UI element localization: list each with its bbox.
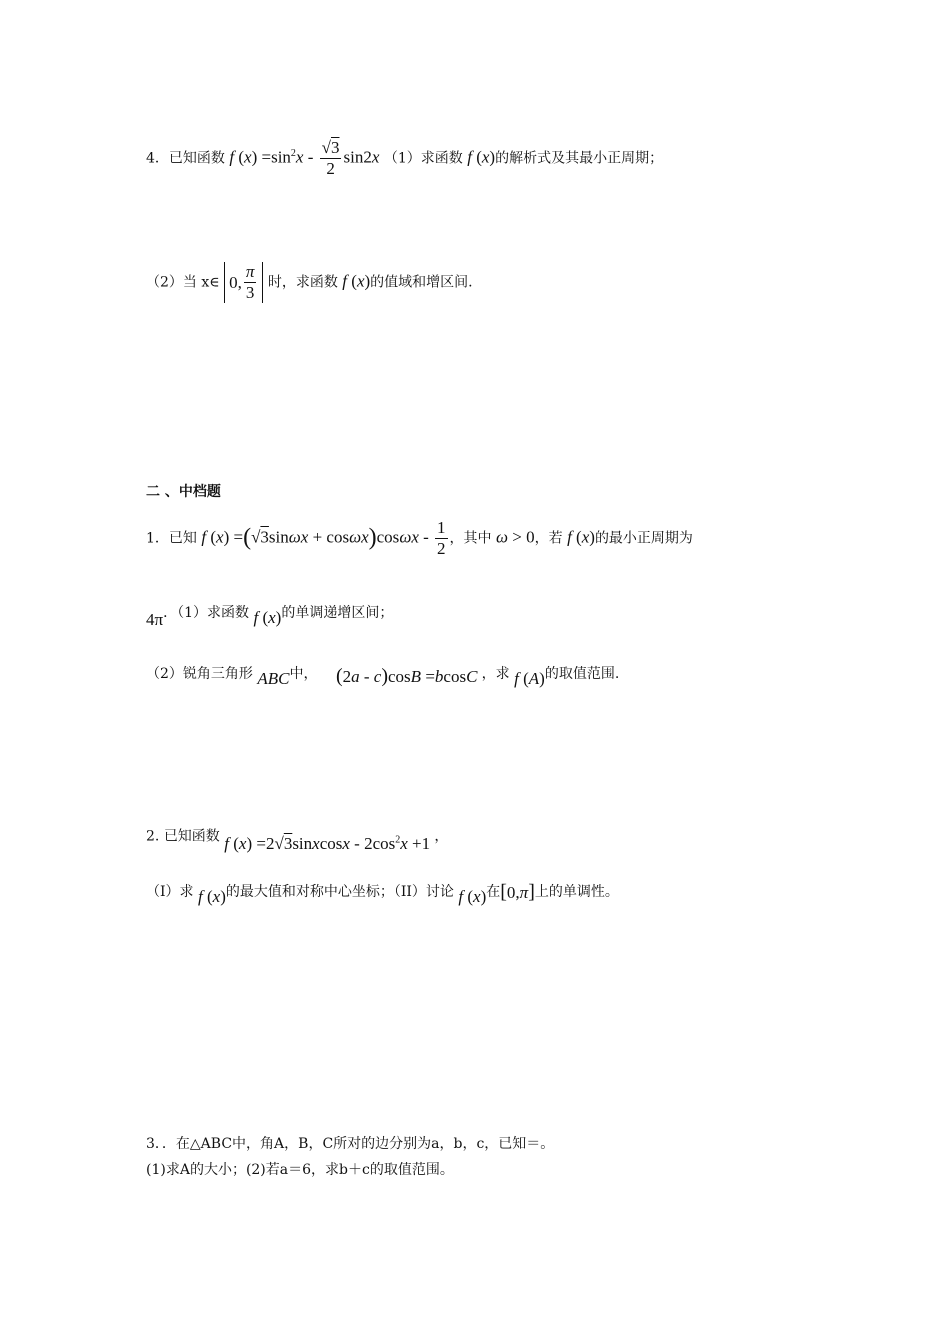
m1-part2-tail: 的取值范围.: [544, 666, 620, 682]
m1-line3: [146, 662, 620, 688]
q4-intro: 已知函数: [168, 150, 225, 167]
m1-part1-tail: 的单调递增区间；: [281, 605, 394, 621]
q4-fx-2: f (x): [342, 271, 371, 291]
section-heading: 二 、中档题: [146, 484, 221, 500]
m1-tail: 的最小正周期为: [594, 530, 693, 547]
m2-part1-tail: 的最大值和对称中心坐标；（II）讨论: [225, 884, 454, 900]
m2-part2-tail: 上的单调性。: [534, 884, 619, 900]
m1-fx-2: f (x): [253, 608, 282, 627]
q4-part1: （1）求函数: [383, 150, 463, 167]
m1-mid: ，其中: [449, 530, 492, 547]
m1-number: 1．: [146, 530, 169, 547]
m1-intro: 已知: [168, 530, 197, 547]
m1-period: 4π: [146, 610, 164, 629]
m1-part2: （2）锐角三角形: [146, 666, 253, 682]
m2-fx-2: f (x): [458, 887, 487, 906]
m2-tail: ，: [434, 828, 449, 845]
m1-mid2: ，若: [534, 530, 563, 547]
m2-interval: [0,π]: [500, 881, 535, 903]
m1-formula: f (x) =(√3sinωx + cosωx)cosωx - $\frac{1}{2}$: [201, 518, 446, 558]
m3-line2: (1)求A的大小；(2)若a＝6，求b＋c的取值范围。: [146, 1162, 454, 1178]
m1-condition: (2a - c)cosB =bcosC: [335, 665, 478, 687]
q4-number: 4．: [146, 150, 169, 167]
m2-intro: 已知函数: [163, 828, 220, 845]
m2-line2: [146, 880, 619, 906]
m2-part1: （I）求: [146, 884, 194, 900]
m1-fA: f (A): [514, 669, 545, 688]
q4-fx-1: f (x): [467, 147, 496, 167]
m1-line2: [146, 602, 394, 629]
m1-part2-mid2: ，求: [481, 666, 510, 682]
q4-part1-tail: 的解析式及其最小正周期；: [495, 150, 664, 167]
q4-part2-tail: 的值域和增区间.: [370, 274, 473, 291]
q4-part2-x: x∈: [201, 274, 220, 291]
m2-number: 2.: [146, 828, 160, 845]
m2-part2-mid: 在: [486, 884, 501, 900]
m1-omega: ω > 0: [496, 527, 535, 547]
m1-fx-1: f (x): [567, 527, 595, 547]
m2-formula: f (x) =2√3sinxcosx - $2\cos^2x +1$: [224, 833, 435, 853]
m1-line1: [146, 518, 693, 559]
m1-part1: ．（1）求函数: [163, 605, 250, 621]
m2-fx-1: f (x): [197, 887, 226, 906]
q4-interval: 0, $\frac{\pi}{3}$: [224, 262, 263, 303]
q4-part2-mid: 时，求函数: [267, 274, 338, 291]
m1-abc: ABC: [257, 669, 290, 688]
q4-part2-label: （2）当: [146, 274, 197, 291]
m1-part2-mid: 中，: [289, 666, 318, 682]
q4-line1: [146, 138, 663, 179]
q4-line2: [146, 262, 473, 303]
m2-line1: [146, 822, 449, 853]
q4-formula: f $(x) =\sin^2x$ - $\frac{√3}{2}$ sin2x: [229, 138, 380, 178]
m3-line1: 3．．在△ABC中，角A，B，C所对的边分别为a，b，c，已知＝。: [146, 1136, 555, 1152]
